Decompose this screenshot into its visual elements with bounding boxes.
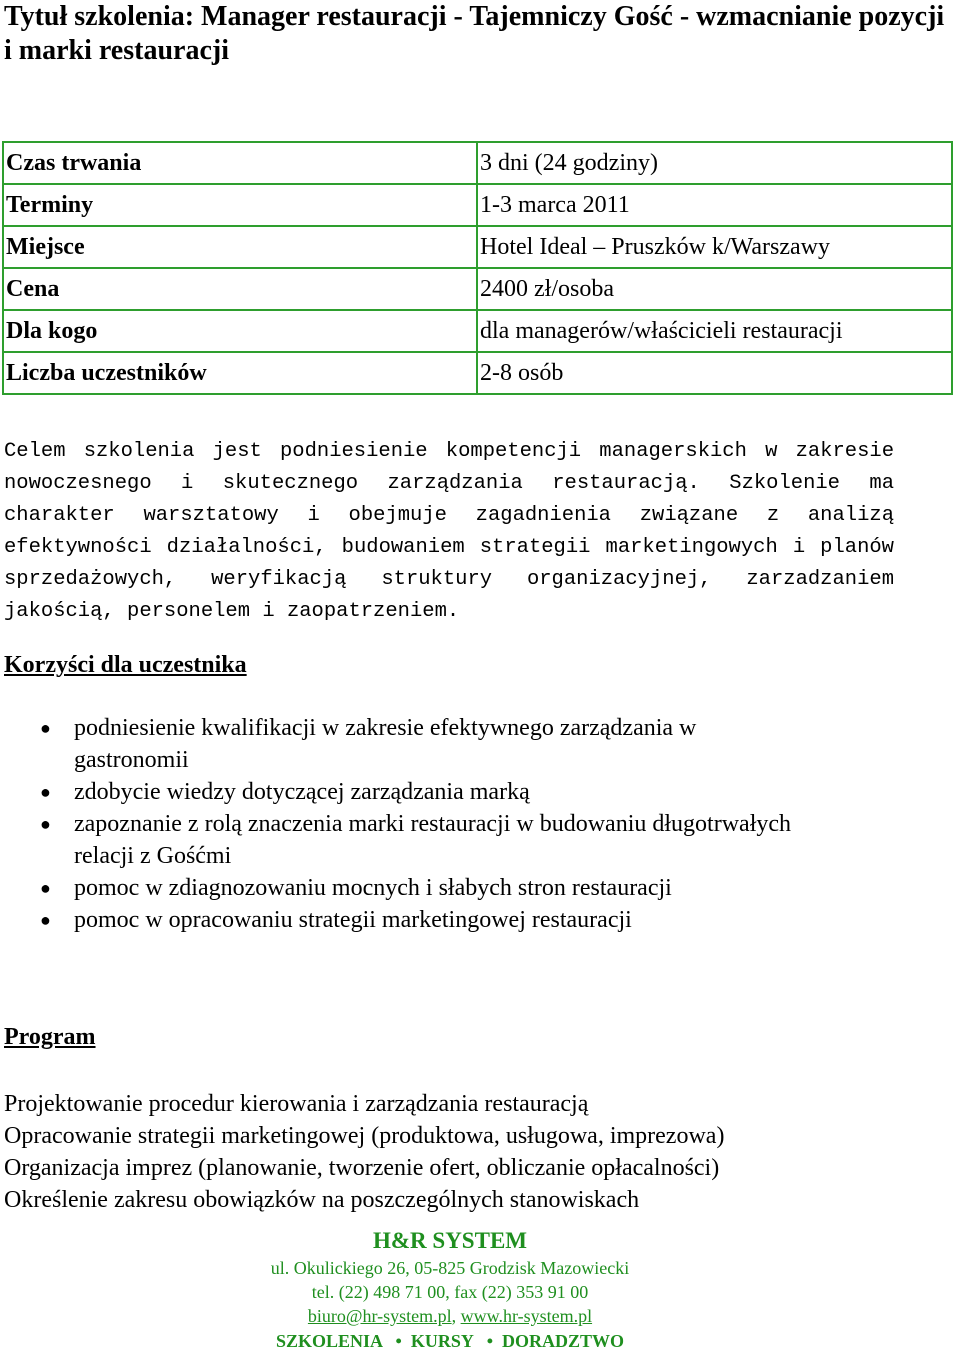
info-label: Liczba uczestników — [3, 352, 477, 394]
program-heading: Program — [4, 1024, 96, 1050]
program-item: Opracowanie strategii marketingowej (produktowa, usługowa, imprezowa) — [4, 1123, 725, 1149]
service-training: SZKOLENIA — [275, 1331, 383, 1351]
company-name: H&R SYSTEM — [373, 1228, 527, 1253]
bullet-icon: ● — [40, 718, 51, 738]
page-title: Tytuł szkolenia: Manager restauracji - Tajemniczy Gość - wzmacnianie pozycji i marki restauracji — [4, 1, 945, 66]
benefits-heading: Korzyści dla uczestnika — [4, 652, 247, 678]
bullet-icon: ● — [40, 814, 51, 834]
bullet-icon: • — [486, 1331, 493, 1351]
list-item-text: podniesienie kwalifikacji w zakresie efektywnego zarządzania w gastronomii — [74, 715, 697, 773]
benefits-list — [40, 712, 800, 936]
list-item-text: zapoznanie z rolą znaczenia marki restauracji w budowaniu długotrwałych relacji z Gośćmi — [74, 811, 792, 869]
program-item: Organizacja imprez (planowanie, tworzenie ofert, obliczanie opłacalności) — [4, 1155, 720, 1181]
program-list — [4, 1088, 954, 1216]
table-row — [3, 352, 952, 394]
list-item — [40, 776, 800, 808]
bullet-icon: ● — [40, 878, 51, 898]
list-item — [40, 712, 800, 776]
info-label: Miejsce — [3, 226, 477, 268]
list-item — [40, 872, 800, 904]
bullet-icon: ● — [40, 910, 51, 930]
service-consulting: DORADZTWO — [502, 1331, 625, 1351]
info-label: Czas trwania — [3, 142, 477, 184]
info-value: 2400 zł/osoba — [477, 268, 952, 310]
services-line — [220, 1328, 680, 1354]
company-phone: tel. (22) 498 71 00, fax (22) 353 91 00 — [311, 1282, 589, 1302]
info-value: Hotel Ideal – Pruszków k/Warszawy — [477, 226, 952, 268]
table-row — [3, 310, 952, 352]
info-value: 3 dni (24 godziny) — [477, 142, 952, 184]
contact-links — [220, 1304, 680, 1328]
info-label: Dla kogo — [3, 310, 477, 352]
list-item-text: pomoc w zdiagnozowaniu mocnych i słabych stron restauracji — [74, 875, 672, 901]
bullet-icon: • — [395, 1331, 402, 1351]
info-value: 1-3 marca 2011 — [477, 184, 952, 226]
list-item — [40, 904, 800, 936]
list-item-text: zdobycie wiedzy dotyczącej zarządzania marką — [74, 779, 530, 805]
table-row — [3, 226, 952, 268]
website-link[interactable]: www.hr-system.pl — [460, 1306, 593, 1326]
info-label: Terminy — [3, 184, 477, 226]
table-row — [3, 184, 952, 226]
info-label: Cena — [3, 268, 477, 310]
info-value: 2-8 osób — [477, 352, 952, 394]
program-item: Określenie zakresu obowiązków na poszczególnych stanowiskach — [4, 1187, 640, 1213]
training-info-table — [2, 141, 953, 395]
link-separator: , — [451, 1306, 461, 1326]
info-value: dla managerów/właścicieli restauracji — [477, 310, 952, 352]
list-item — [40, 808, 800, 872]
bullet-icon: ● — [40, 782, 51, 802]
intro-paragraph: Celem szkolenia jest podniesienie kompetencji managerskich w zakresie nowoczesnego i skutecznego zarządzania restauracją. Szkolenie ma charakter warsztatowy i obejmuje zagadnienia związane z analizą efektywności działalności, budowaniem strategii marketingowych i planów sprzedażowych, weryfikacją struktury organizacyjnej, zarzadzaniem jakością, personelem i zaopatrzeniem. — [4, 440, 894, 623]
service-courses: KURSY — [410, 1331, 474, 1351]
table-row — [3, 142, 952, 184]
list-item-text: pomoc w opracowaniu strategii marketingowej restauracji — [74, 907, 632, 933]
table-row — [3, 268, 952, 310]
company-address: ul. Okulickiego 26, 05-825 Grodzisk Mazowiecki — [270, 1258, 630, 1278]
program-item: Projektowanie procedur kierowania i zarządzania restauracją — [4, 1091, 589, 1117]
company-footer — [220, 1226, 680, 1354]
email-link[interactable]: biuro@hr-system.pl — [307, 1306, 452, 1326]
